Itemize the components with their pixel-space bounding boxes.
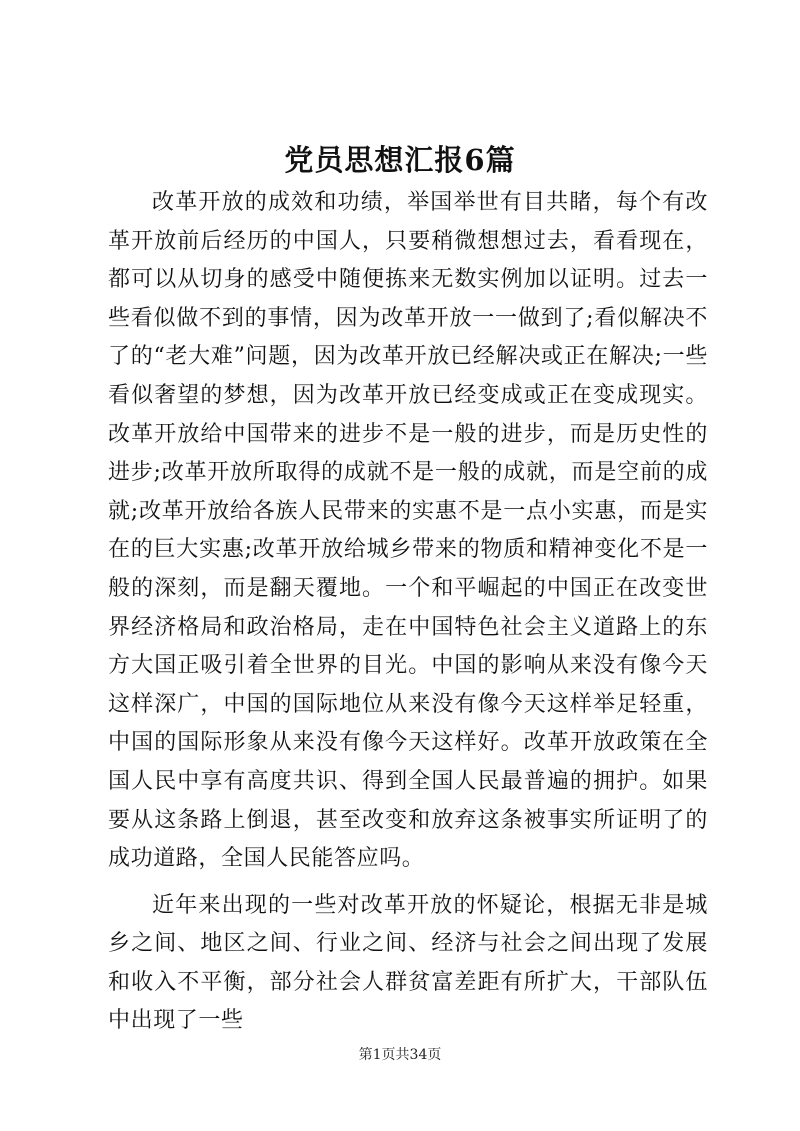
paragraph-2: 近年来出现的一些对改革开放的怀疑论，根据无非是城乡之间、地区之间、行业之间、经济与社会之间出现了发展和收入不平衡，部分社会人群贫富差距有所扩大，干部队伍中出现了一些 [108,892,708,1034]
page-number: 第1页 [358,1047,396,1063]
document-body [108,184,708,1041]
paragraph-1: 改革开放的成效和功绩，举国举世有目共睹，每个有改革开放前后经历的中国人，只要稍微想想过去，看看现在，都可以从切身的感受中随便拣来无数实例加以证明。过去一些看似做不到的事情，因为改革开放一一做到了;看似解决不了的“老大难”问题，因为改革开放已经解决或正在解决;一些看似奢望的梦想，因为改革开放已经变成或正在变成现实。改革开放给中国带来的进步不是一般的进步，而是历史性的进步;改革开放所取得的成就不是一般的成就，而是空前的成就;改革开放给各族人民带来的实惠不是一点小实惠，而是实在的巨大实惠;改革开放给城乡带来的物质和精神变化不是一般的深刻，而是翻天覆地。一个和平崛起的中国正在改变世界经济格局和政治格局，走在中国特色社会主义道路上的东方大国正吸引着全世界的目光。中国的影响从来没有像今天这样深广，中国的国际地位从来没有像今天这样举足轻重，中国的国际形象从来没有像今天这样好。改革开放政策在全国人民中享有高度共识、得到全国人民最普遍的拥护。如果要从这条路上倒退，甚至改变和放弃这条被事实所证明了的成功道路，全国人民能答应吗。 [108,190,708,872]
document-title: 党员思想汇报6篇 [284,143,516,177]
page-total: 共34页 [395,1047,442,1063]
page-footer [0,1045,800,1065]
